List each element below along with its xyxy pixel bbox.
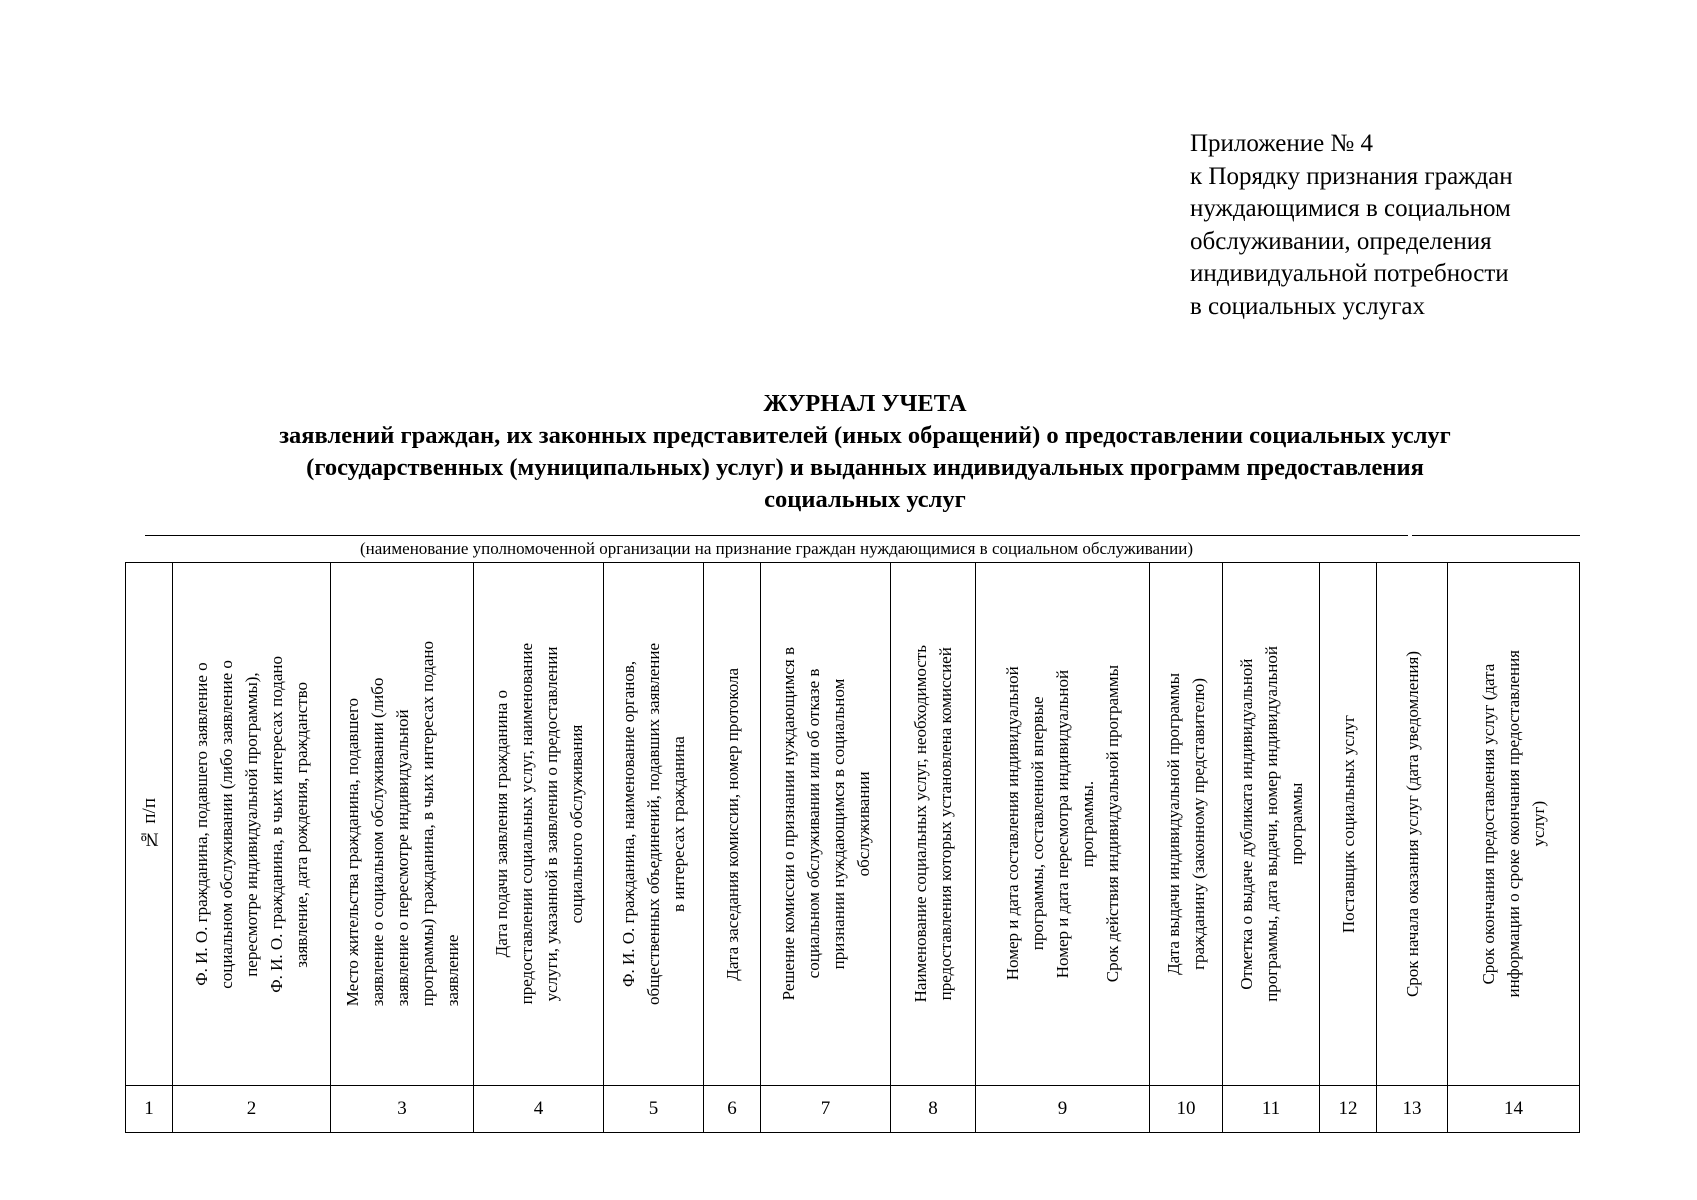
column-number: 1	[126, 1086, 173, 1133]
column-header-line: информации о сроке окончания предоставления	[1504, 650, 1523, 998]
column-header-line: социального обслуживания	[566, 724, 586, 924]
column-header-line: Отметка о выдаче дубликата индивидуальной	[1236, 658, 1256, 990]
column-header-5	[604, 563, 704, 1086]
column-header-line: Ф. И. О. гражданина, в чьих интересах подано	[267, 655, 286, 993]
column-number: 12	[1320, 1086, 1377, 1133]
title-heading: ЖУРНАЛ УЧЕТА	[763, 390, 967, 417]
column-header-4	[474, 563, 604, 1086]
column-header-line: услуг)	[1529, 801, 1548, 847]
column-header-8	[891, 563, 976, 1086]
column-number: 10	[1150, 1086, 1223, 1133]
column-number: 13	[1377, 1086, 1448, 1133]
organization-caption: (наименование уполномоченной организации на признание граждан нуждающимися в социальном обслуживании)	[360, 539, 1193, 558]
appendix-line: обслуживании, определения	[1190, 227, 1492, 255]
column-header-14	[1448, 563, 1580, 1086]
title-line: социальных услуг	[764, 486, 966, 513]
column-header-text	[1000, 665, 1125, 982]
column-header-line: заявление о пересмотре индивидуальной	[392, 709, 412, 1007]
column-header-10	[1150, 563, 1223, 1086]
title-line: заявлений граждан, их законных представителей (иных обращений) о предоставлении социальных услуг	[279, 422, 1451, 449]
appendix-line: нуждающимися в социальном	[1190, 195, 1511, 222]
appendix-line: индивидуальной потребности	[1190, 260, 1509, 287]
journal-table	[125, 562, 1580, 1133]
column-header-line: предоставлении социальных услуг, наименование	[516, 643, 536, 1005]
column-header-7	[761, 563, 891, 1086]
column-number-row	[126, 1086, 1580, 1133]
column-number: 5	[604, 1086, 704, 1133]
column-number: 3	[331, 1086, 474, 1133]
column-number: 2	[173, 1086, 331, 1133]
column-header-1	[126, 563, 173, 1086]
column-header-line: Номер и дата составления индивидуальной	[1003, 667, 1022, 981]
column-header-11	[1223, 563, 1320, 1086]
column-header-text	[1400, 651, 1425, 997]
column-header-line: Срок окончания предоставления услуг (дата	[1479, 663, 1498, 985]
column-header-line: программы, дата выдачи, номер индивидуальной	[1261, 646, 1281, 1002]
column-header-line: Решение комиссии о признании нуждающимся в	[778, 647, 798, 1001]
column-header-text	[720, 668, 745, 981]
column-header-line: Место жительства гражданина, подавшего	[342, 698, 362, 1007]
column-number: 14	[1448, 1086, 1580, 1133]
organization-name-line-extension	[1412, 535, 1580, 536]
column-header-line: Дата выдачи индивидуальной программы	[1164, 673, 1183, 975]
organization-name-line	[145, 535, 1408, 536]
column-header-line: Поставщик социальных услуг	[1338, 714, 1358, 934]
column-number: 6	[704, 1086, 761, 1133]
column-header-line: обслуживании	[853, 771, 873, 877]
column-number: 4	[474, 1086, 604, 1133]
column-header-line: гражданину (законному представителю)	[1189, 678, 1208, 970]
column-header-2	[173, 563, 331, 1086]
column-header-text	[616, 643, 691, 1005]
appendix-block	[1190, 128, 1670, 323]
column-header-line: Срок действия индивидуальной программы	[1103, 665, 1122, 983]
column-header-line: заявление о социальном обслуживании (либо	[367, 677, 387, 1007]
column-header-line: программы	[1286, 782, 1306, 866]
column-header-text	[340, 641, 465, 1006]
column-header-text	[189, 656, 314, 993]
column-header-line: социальном обслуживании или об отказе в	[803, 669, 823, 979]
column-header-3	[331, 563, 474, 1086]
column-header-line: общественных объединений, подавших заявление	[644, 643, 663, 1005]
column-header-line: в интересах гражданина	[669, 736, 688, 912]
column-header-line: заявление, дата рождения, гражданство	[292, 681, 311, 967]
document-title	[130, 388, 1600, 516]
column-header-9	[976, 563, 1150, 1086]
column-number: 7	[761, 1086, 891, 1133]
column-header-text	[1161, 673, 1211, 975]
column-header-text	[908, 645, 958, 1002]
column-header-text	[1234, 646, 1309, 1002]
appendix-line: к Порядку признания граждан	[1190, 162, 1513, 190]
column-header-line: заявление	[442, 934, 462, 1007]
column-header-line: программы) гражданина, в чьих интересах подано	[417, 641, 437, 1007]
column-header-line: признании нуждающимся в социальном	[828, 678, 848, 970]
column-header-line: социальном обслуживании (либо заявление о	[217, 659, 236, 989]
column-number: 8	[891, 1086, 976, 1133]
column-header-line: пересмотре индивидуальной программы),	[242, 671, 261, 977]
column-header-line: предоставления которых установлена комиссией	[936, 647, 955, 1001]
column-header-line: № п/п	[138, 798, 160, 850]
column-header-line: Срок начала оказания услуг (дата уведомления)	[1402, 650, 1422, 998]
column-header-text	[776, 647, 876, 1000]
column-header-13	[1377, 563, 1448, 1086]
column-header-line: услуги, указанной в заявлении о предоставлении	[541, 646, 561, 1002]
column-header-text	[1336, 715, 1361, 933]
appendix-line: в социальных услугах	[1190, 292, 1425, 320]
table-header-row	[126, 563, 1580, 1086]
column-header-line: Ф. И. О. гражданина, подавшего заявление о	[192, 662, 211, 986]
column-header-text	[1476, 650, 1551, 998]
column-header-line: программы, составленной впервые	[1028, 697, 1047, 951]
column-header-line: Дата заседания комиссии, номер протокола	[722, 667, 742, 981]
column-header-line: Дата подачи заявления гражданина о	[491, 690, 511, 958]
column-header-12	[1320, 563, 1377, 1086]
column-header-line: Номер и дата пересмотра индивидуальной	[1053, 669, 1072, 979]
title-line: (государственных (муниципальных) услуг) и выданных индивидуальных программ предоставления	[306, 454, 1424, 481]
column-header-line: программы.	[1078, 780, 1097, 868]
column-header-line: Наименование социальных услуг, необходимость	[911, 645, 930, 1003]
column-header-line: Ф. И. О. гражданина, наименование органов,	[619, 660, 638, 988]
column-number: 9	[976, 1086, 1150, 1133]
appendix-line: Приложение № 4	[1190, 130, 1374, 157]
column-header-text	[137, 798, 162, 849]
column-number: 11	[1223, 1086, 1320, 1133]
column-header-6	[704, 563, 761, 1086]
column-header-text	[489, 643, 589, 1004]
